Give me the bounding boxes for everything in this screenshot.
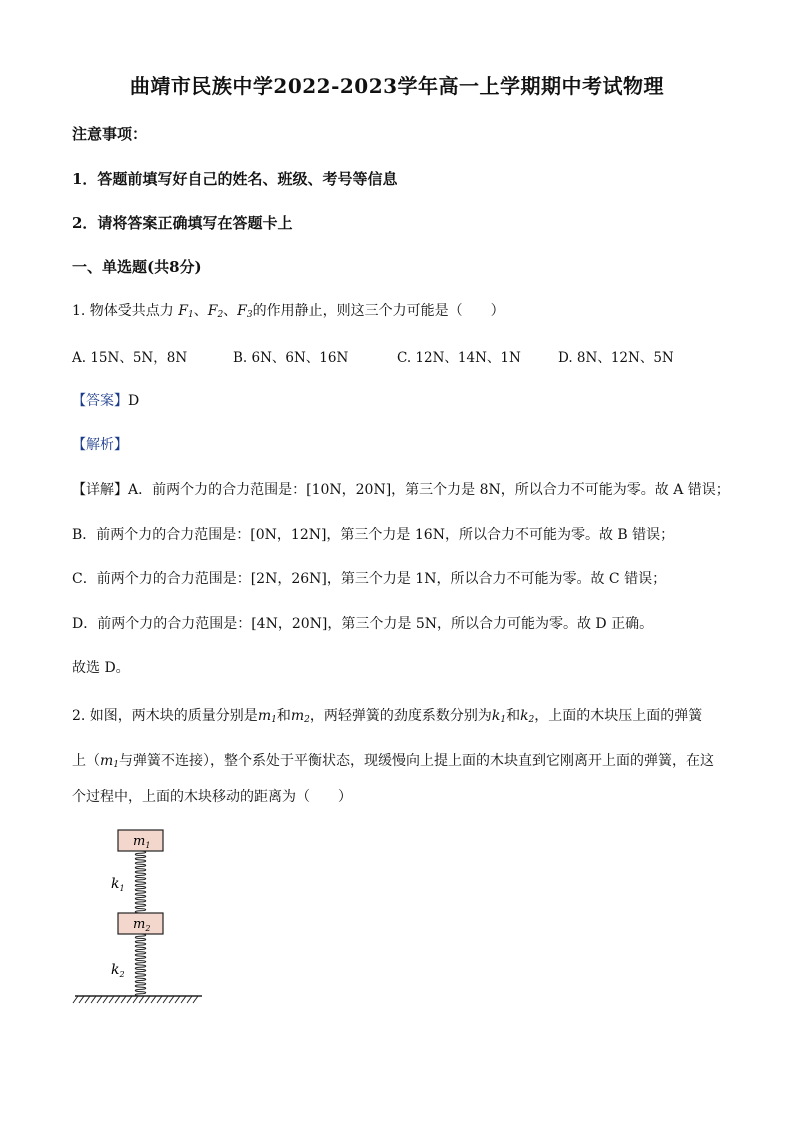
ground-hatch-line: [79, 996, 84, 1003]
ground-hatch-line: [169, 996, 174, 1003]
ground-hatch-line: [157, 996, 162, 1003]
q1-option-c: C. 12N、14N、1N: [397, 350, 521, 366]
answer-tag: 【答案】: [72, 393, 128, 409]
ground-hatch-line: [139, 996, 144, 1003]
q1-prefix: 1. 物体受共点力: [72, 303, 174, 319]
q2-text-1: 2. 如图，两木块的质量分别是: [72, 708, 258, 724]
q1-option-b: B. 6N、6N、16N: [233, 350, 349, 366]
ground-hatch-line: [151, 996, 156, 1003]
q1-option-d: D. 8N、12N、5N: [558, 350, 674, 366]
ground-hatch: [73, 996, 198, 1003]
detail-text-a: A．前两个力的合力范围是：[10N，20N]，第三个力是 8N，所以合力不可能为零。故 A 错误；: [128, 482, 730, 498]
ground-hatch-line: [163, 996, 168, 1003]
q1-suffix: 的作用静止，则这三个力可能是（ ）: [252, 303, 505, 319]
question-2-line-3: 个过程中，上面的木块移动的距离为（ ）: [72, 789, 352, 805]
spring-block-figure: [70, 825, 220, 1015]
block-m1-label: $m_1$: [133, 834, 151, 850]
detail-tag: 【详解】: [72, 482, 128, 498]
q1-option-a: A. 15N、5N，8N: [72, 350, 188, 366]
detail-line-b: B．前两个力的合力范围是：[0N，12N]，第三个力是 16N，所以合力不可能为零。故 B 错误；: [72, 527, 675, 543]
page-title: 曲靖市民族中学2022-2023学年高一上学期期中考试物理: [129, 74, 665, 98]
ground-hatch-line: [97, 996, 102, 1003]
ground-hatch-line: [127, 996, 132, 1003]
ground-hatch-line: [133, 996, 138, 1003]
q2-text-5: 与弹簧不连接），整个系处于平衡状态，现缓慢向上提上面的木块直到它刚离开上面的弹簧，在这: [119, 753, 715, 769]
ground-hatch-line: [115, 996, 120, 1003]
ground-hatch-line: [175, 996, 180, 1003]
q2-text-2: ，两轻弹簧的劲度系数分别为: [309, 708, 492, 724]
q1-answer: [72, 390, 139, 410]
q2-text-4: 上（: [72, 753, 100, 769]
detail-line-a: [72, 479, 730, 499]
spring-k2: [135, 934, 146, 996]
q2-m1-ref: $m_1$: [100, 753, 120, 770]
detail-line-d: D．前两个力的合力范围是：[4N，20N]，第三个力是 5N，所以合力可能为零。故 D 正确。: [72, 616, 654, 632]
spring-k2-label: $k_2$: [111, 962, 125, 979]
q2-and-1: 和: [276, 708, 291, 724]
q2-k2: $k_2$: [520, 708, 535, 725]
ground-hatch-line: [193, 996, 198, 1003]
ground-hatch-line: [103, 996, 108, 1003]
spring-k1-label: $k_1$: [111, 876, 125, 893]
section-heading: 一、单选题(共8分): [72, 258, 202, 276]
q2-m1: $m_1$: [257, 708, 277, 725]
q1-f2: $F_2$: [207, 303, 224, 320]
q1-f3: $F_3$: [237, 303, 253, 320]
ground-hatch-line: [109, 996, 114, 1003]
ground-hatch-line: [187, 996, 192, 1003]
block-m2-label: $m_2$: [133, 917, 151, 933]
q1-sep-2: 、: [223, 303, 238, 319]
analysis-tag: 【解析】: [72, 437, 128, 453]
question-1-stem: [72, 300, 505, 320]
q1-sep-1: 、: [193, 303, 208, 319]
q2-text-3: ，上面的木块压上面的弹簧: [534, 708, 703, 724]
q2-m2: $m_2$: [290, 708, 310, 725]
question-2-line-2: [72, 750, 714, 770]
answer-value: D: [128, 393, 140, 409]
q1-f1: $F_1$: [178, 303, 194, 320]
ground-hatch-line: [121, 996, 126, 1003]
ground-hatch-line: [73, 996, 78, 1003]
ground-hatch-line: [145, 996, 150, 1003]
notice-item-1: 1．答题前填写好自己的姓名、班级、考号等信息: [72, 170, 398, 188]
notice-item-2: 2．请将答案正确填写在答题卡上: [72, 214, 293, 232]
notice-heading: 注意事项：: [72, 125, 148, 143]
q2-and-2: 和: [506, 708, 521, 724]
q2-k1: $k_1$: [491, 708, 507, 725]
ground-hatch-line: [91, 996, 96, 1003]
question-2-line-1: [72, 705, 702, 725]
conclusion: 故选 D。: [72, 660, 130, 676]
ground-hatch-line: [85, 996, 90, 1003]
detail-line-c: C．前两个力的合力范围是：[2N，26N]，第三个力是 1N，所以合力不可能为零。故 C 错误；: [72, 571, 667, 587]
spring-k1: [135, 851, 146, 913]
ground-hatch-line: [181, 996, 186, 1003]
